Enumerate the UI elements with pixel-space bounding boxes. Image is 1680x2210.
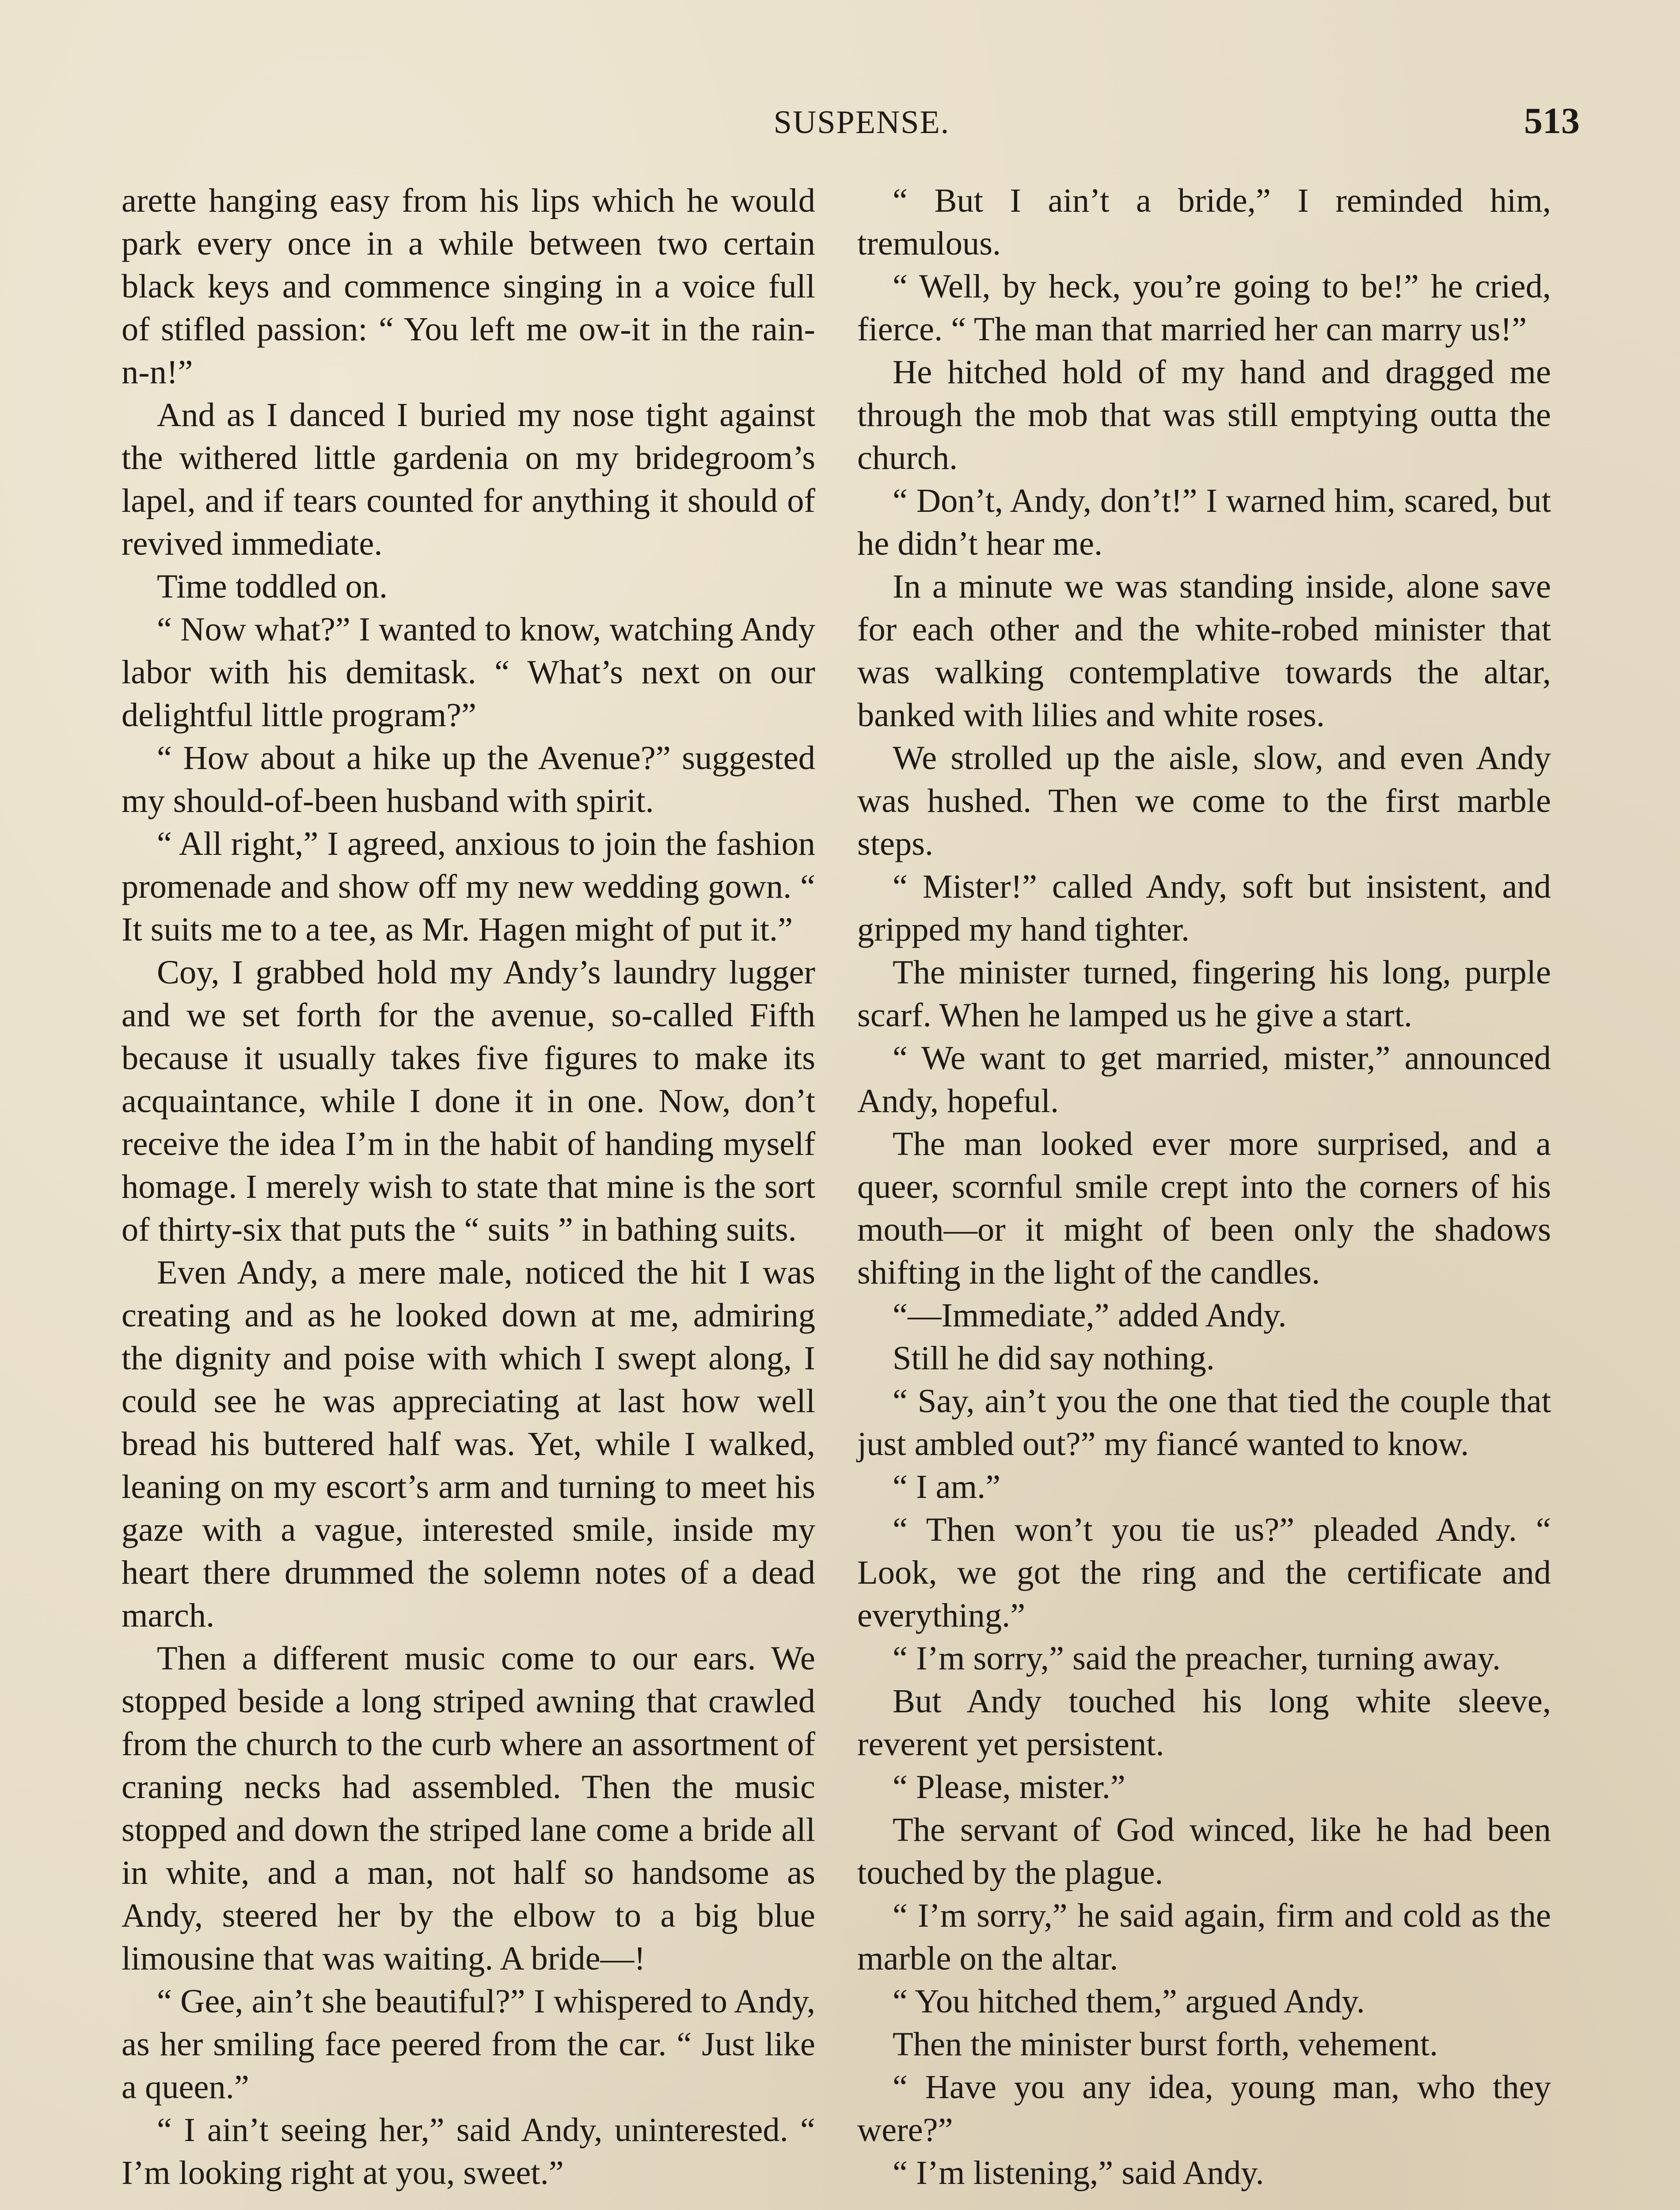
paragraph: arette hanging easy from his lips which he would park every once in a while between two certain black keys and commence singing in a voice full of stifled passion: “ You left me ow-it in the rain-n-n!” xyxy=(122,182,815,391)
paragraph: And as I danced I buried my nose tight against the withered little gardenia on my bridegroom’s lapel, and if tears counted for anything it should of revived immediate. xyxy=(122,396,815,562)
paragraph: Even Andy, a mere male, noticed the hit I was creating and as he looked down at me, admiring the dignity and poise with which I swept along, I could see he was appreciating at last how well bread his buttered half was. Yet, while I walked, leaning on my escort’s arm and turning to meet his gaze with a vague, interested smile, inside my heart there drummed the solemn notes of a dead march. xyxy=(122,1254,815,1634)
paragraph: “—Immediate,” added Andy. xyxy=(893,1296,1287,1334)
paragraph: “ Please, mister.” xyxy=(893,1768,1125,1806)
right-column xyxy=(857,179,1551,2194)
paragraph: Still he did say nothing. xyxy=(893,1339,1215,1377)
paragraph: In a minute we was standing inside, alone save for each other and the white-robed minister that was walking contemplative towards the altar, banked with lilies and white roses. xyxy=(857,568,1551,734)
paragraph: Then the minister burst forth, vehement. xyxy=(893,2025,1438,2063)
paragraph: “ I’m listening,” said Andy. xyxy=(893,2154,1264,2191)
left-column xyxy=(122,179,815,2194)
paragraph: The servant of God winced, like he had been touched by the plague. xyxy=(857,1811,1551,1891)
paragraph: “ I’m sorry,” he said again, firm and cold as the marble on the altar. xyxy=(857,1897,1551,1977)
paragraph: The minister turned, fingering his long, purple scarf. When he lamped us he give a start. xyxy=(857,953,1551,1034)
paragraph: But Andy touched his long white sleeve, reverent yet persistent. xyxy=(857,1682,1551,1763)
paragraph: “ Mister!” called Andy, soft but insistent, and gripped my hand tighter. xyxy=(857,868,1551,948)
paragraph: “ You hitched them,” argued Andy. xyxy=(893,1982,1365,2020)
paragraph: Then a different music come to our ears. We stopped beside a long striped awning that crawled from the church to the curb where an assortment of craning necks had assembled. Then the music stopped and down the striped lane come a bride all in white, and a man, not half so handsome as Andy, steered her by the elbow to a big blue limousine that was waiting. A bride—! xyxy=(122,1639,815,1977)
paragraph: We strolled up the aisle, slow, and even Andy was hushed. Then we come to the first marble steps. xyxy=(857,739,1551,862)
paragraph: “ I am.” xyxy=(893,1468,1001,1505)
paragraph: “ I’m sorry,” said the preacher, turning away. xyxy=(893,1639,1501,1677)
paragraph: The man looked ever more surprised, and a queer, scornful smile crept into the corners of his mouth—or it might of been only the shadows shifting in the light of the candles. xyxy=(857,1125,1551,1291)
paragraph: “ I ain’t seeing her,” said Andy, uninterested. “ I’m looking right at you, sweet.” xyxy=(122,2111,815,2191)
paragraph: He hitched hold of my hand and dragged me through the mob that was still emptying outta the church. xyxy=(857,353,1551,476)
running-title: SUSPENSE. xyxy=(773,104,950,141)
paragraph: “ But I ain’t a bride,” I reminded him, tremulous. xyxy=(857,182,1551,262)
paragraph: “ Say, ain’t you the one that tied the couple that just ambled out?” my fiancé wanted to know. xyxy=(857,1382,1551,1463)
paragraph: “ Don’t, Andy, don’t!” I warned him, scared, but he didn’t hear me. xyxy=(857,482,1551,562)
paragraph: Time toddled on. xyxy=(157,568,388,605)
paragraph: “ Have you any idea, young man, who they were?” xyxy=(857,2068,1551,2149)
paragraph: “ All right,” I agreed, anxious to join the fashion promenade and show off my new wedding gown. “ It suits me to a tee, as Mr. Hagen might of put it.” xyxy=(122,825,815,948)
paragraph: “ Now what?” I wanted to know, watching Andy labor with his demitask. “ What’s next on our delightful little program?” xyxy=(122,610,815,734)
paragraph: “ We want to get married, mister,” announced Andy, hopeful. xyxy=(857,1039,1551,1120)
paragraph: “ Gee, ain’t she beautiful?” I whispered to Andy, as her smiling face peered from the car. “ Just like a queen.” xyxy=(122,1982,815,2106)
page-number: 513 xyxy=(1524,100,1580,141)
paragraph: “ Then won’t you tie us?” pleaded Andy. “ Look, we got the ring and the certificate and everything.” xyxy=(857,1511,1551,1634)
paragraph: Coy, I grabbed hold my Andy’s laundry lugger and we set forth for the avenue, so-called Fifth because it usually takes five figures to make its acquaintance, while I done it in one. Now, don’t receive the idea I’m in the habit of handing myself homage. I merely wish to state that mine is the sort of thirty-six that puts the “ suits ” in bathing suits. xyxy=(122,953,815,1248)
paragraph: “ How about a hike up the Avenue?” suggested my should-of-been husband with spirit. xyxy=(122,739,815,819)
paragraph: “ Well, by heck, you’re going to be!” he cried, fierce. “ The man that married her can marry us!” xyxy=(857,267,1551,348)
